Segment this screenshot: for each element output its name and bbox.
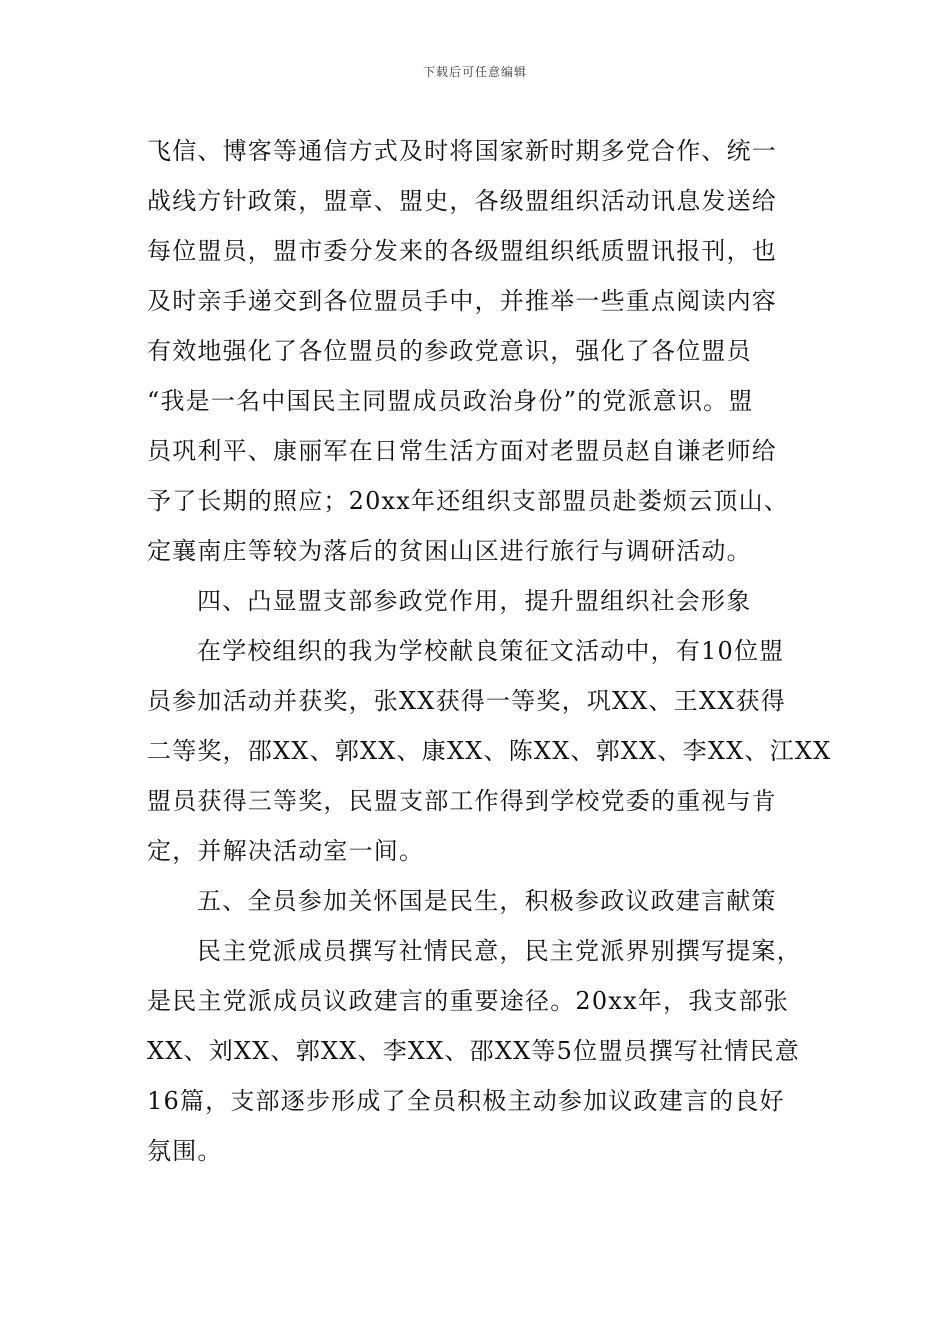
text-line: 民主党派成员撰写社情民意，民主党派界别撰写提案， xyxy=(197,937,802,965)
text-line: 及时亲手递交到各位盟员手中，并推举一些重点阅读内容 xyxy=(147,287,777,315)
text-line: “我是一名中国民主同盟成员政治身份”的党派意识。盟 xyxy=(147,387,754,415)
text-line: 予了长期的照应；20xx年还组织支部盟员赴娄烦云顶山、 xyxy=(147,487,790,515)
section-heading: 五、全员参加关怀国是民生，积极参政议政建言献策 xyxy=(197,887,777,915)
text-line: 氛围。 xyxy=(147,1137,223,1165)
text-line: 在学校组织的我为学校献良策征文活动中，有10位盟 xyxy=(197,637,785,665)
section-heading: 四、凸显盟支部参政党作用，提升盟组织社会形象 xyxy=(197,587,752,615)
text-line: 16篇，支部逐步形成了全员积极主动参加议政建言的良好 xyxy=(147,1087,785,1115)
document-body xyxy=(147,126,832,1176)
text-line: 飞信、博客等通信方式及时将国家新时期多党合作、统一 xyxy=(147,137,777,165)
text-line: 定，并解决活动室一间。 xyxy=(147,837,425,865)
text-line: 战线方针政策，盟章、盟史，各级盟组织活动讯息发送给 xyxy=(147,187,777,215)
text-line: 定襄南庄等较为落后的贫困山区进行旅行与调研活动。 xyxy=(147,537,752,565)
text-line: 员巩利平、康丽军在日常生活方面对老盟员赵自谦老师给 xyxy=(147,437,777,465)
text-line: 有效地强化了各位盟员的参政党意识，强化了各位盟员 xyxy=(147,337,752,365)
text-line: 每位盟员，盟市委分发来的各级盟组织纸质盟讯报刊，也 xyxy=(147,237,777,265)
text-line: 员参加活动并获奖，张XX获得一等奖，巩XX、王XX获得 xyxy=(147,687,786,715)
text-line: XX、刘XX、郭XX、李XX、邵XX等5位盟员撰写社情民意 xyxy=(147,1037,800,1065)
text-line: 二等奖，邵XX、郭XX、康XX、陈XX、郭XX、李XX、江XX xyxy=(147,737,832,765)
text-line: 盟员获得三等奖，民盟支部工作得到学校党委的重视与肯 xyxy=(147,787,777,815)
text-line: 是民主党派成员议政建言的重要途径。20xx年，我支部张 xyxy=(147,987,790,1015)
page-header-note: 下载后可任意编辑 xyxy=(422,65,527,79)
